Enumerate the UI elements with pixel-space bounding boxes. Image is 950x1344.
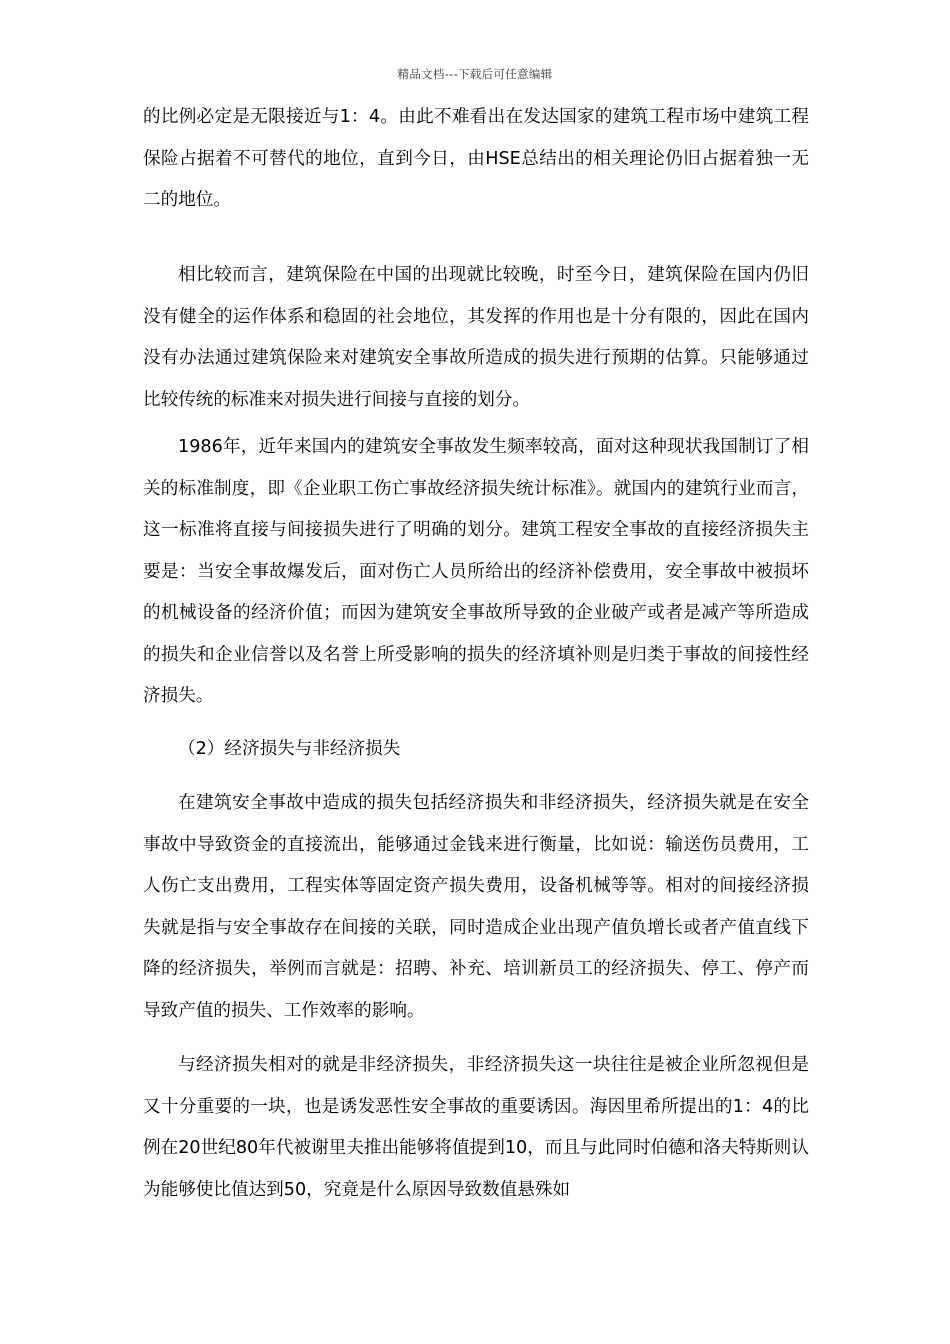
paragraph-2: 相比较而言，建筑保险在中国的出现就比较晚，时至今日，建筑保险在国内仍旧没有健全的运作体系和稳固的社会地位，其发挥的作用也是十分有限的，因此在国内没有办法通过建筑保险来对建筑安全事故所造成的损失进行预期的估算。只能够通过比较传统的标准来对损失进行间接与直接的划分。 [143,265,809,410]
page-header: 精品文档---下载后可任意编辑 [397,67,553,81]
paragraph-4: 在建筑安全事故中造成的损失包括经济损失和非经济损失，经济损失就是在安全事故中导致资金的直接流出，能够通过金钱来进行衡量，比如说：输送伤员费用，工人伤亡支出费用，工程实体等固定资产损失费用，设备机械等等。相对的间接经济损失就是指与安全事故存在间接的关联，同时造成企业出现产值负增长或者产值直线下降的经济损失，举例而言就是：招聘、补充、培训新员工的经济损失、停工、停产而导致产值的损失、工作效率的影响。 [143,793,809,1021]
paragraph-1: 的比例必定是无限接近与1：4。由此不难看出在发达国家的建筑工程市场中建筑工程保险占据着不可替代的地位，直到今日，由HSE总结出的相关理论仍旧占据着独一无二的地位。 [143,107,809,210]
paragraph-3: 1986年，近年来国内的建筑安全事故发生频率较高，面对这种现状我国制订了相关的标准制度，即《企业职工伤亡事故经济损失统计标准》。就国内的建筑行业而言，这一标准将直接与间接损失进行了明确的划分。建筑工程安全事故的直接经济损失主要是：当安全事故爆发后，面对伤亡人员所给出的经济补偿费用，安全事故中被损坏的机械设备的经济价值；而因为建筑安全事故所导致的企业破产或者是减产等所造成的损失和企业信誉以及名誉上所受影响的损失的经济填补则是归类于事故的间接性经济损失。 [143,437,809,706]
paragraph-5: 与经济损失相对的就是非经济损失，非经济损失这一块往往是被企业所忽视但是又十分重要的一块，也是诱发恶性安全事故的重要诱因。海因里希所提出的1：4的比例在20世纪80年代被谢里夫推出能够将值提到10，而且与此同时伯德和洛夫特斯则认为能够使比值达到50，究竟是什么原因导致数值悬殊如 [143,1055,809,1200]
section-heading: （2）经济损失与非经济损失 [178,739,401,759]
